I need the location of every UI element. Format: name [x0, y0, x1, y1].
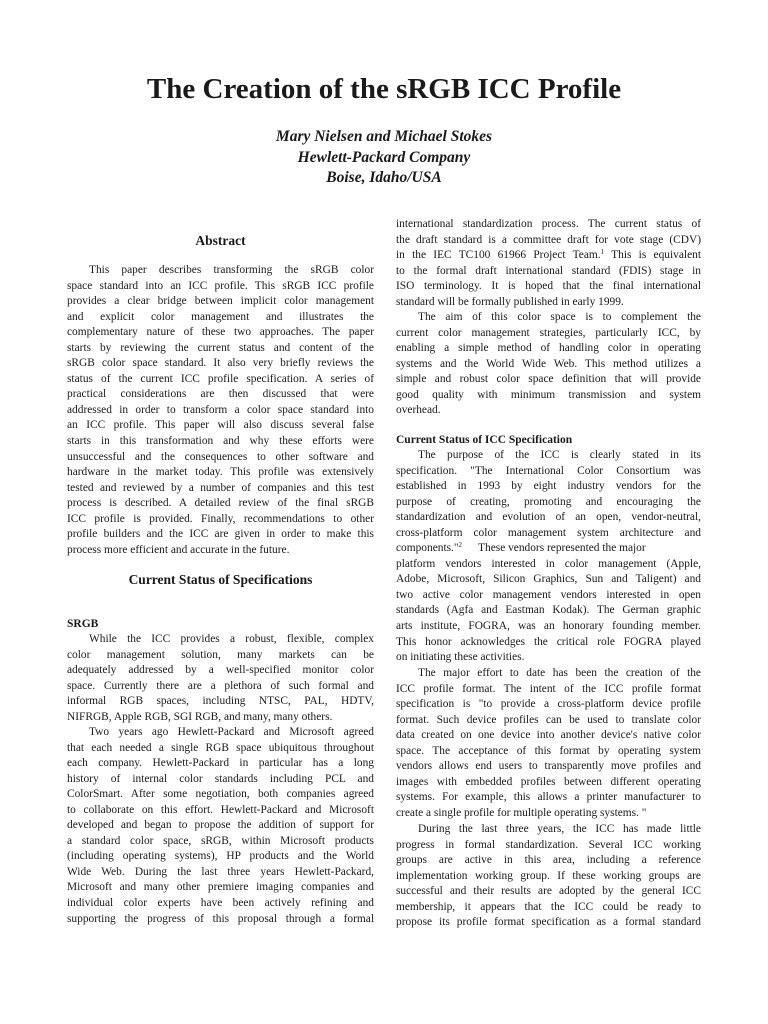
body-line: Wide Web. During the last three years Hewlett-Packard,	[67, 865, 374, 878]
standardization-continuation	[396, 217, 701, 310]
body-line: history of internal color standards including PCL and	[67, 772, 374, 785]
body-line: systems. For example, this allows a printer manufacturer to	[396, 791, 701, 804]
paper-title: The Creation of the sRGB ICC Profile	[146, 73, 622, 105]
specs-section-heading: Current Status of Specifications	[128, 572, 313, 587]
body-line-with-footnote	[396, 541, 701, 557]
body-line: the draft standard is a committee draft for vote stage (CDV)	[396, 233, 701, 246]
body-line-text: These vendors represented the major	[478, 542, 646, 555]
abstract-line: process is described. A detailed review of the final sRGB	[67, 497, 374, 510]
body-line: international standardization process. The current status of	[396, 218, 701, 230]
body-line: successful and their results are adopted by the general ICC	[396, 885, 701, 898]
body-line: During the last three years, the ICC has made little	[418, 823, 701, 835]
body-line: platform vendors interested in color management (Apple,	[396, 557, 701, 570]
body-line: space. Currently there are a plethora of such formal and	[67, 679, 374, 692]
body-line: The aim of this color space is to complement the	[418, 311, 701, 323]
body-line: a standard color space, sRGB, within Microsoft products	[67, 834, 374, 847]
body-line: ColorSmart. After some negotiation, both companies agreed	[67, 788, 374, 801]
body-line: ICC profile format. The intent of the ICC profile format	[396, 682, 701, 695]
body-line: specification is "to provide a cross-platform device profile	[396, 698, 701, 711]
abstract-line: process more efficient and accurate in the future.	[67, 543, 290, 556]
abstract-line: profile builders and the ICC are given in order to make this	[67, 528, 374, 541]
body-line: enabling a simple method of handling color in operating	[396, 342, 701, 355]
body-line: two active color management vendors interested in open	[396, 588, 701, 601]
body-line-text: in the IEC TC100 61966 Project Team.	[396, 249, 601, 262]
body-line: supporting the progress of this proposal through a formal	[67, 912, 374, 925]
abstract-line: an ICC profile. This paper will also discuss several false	[67, 419, 374, 432]
abstract-paragraph	[67, 263, 374, 558]
body-line: standardization and evolution of an open, vendor-neutral,	[396, 511, 701, 524]
body-line: NIFRGB, Apple RGB, SGI RGB, and many, many others.	[67, 710, 333, 723]
abstract-line: tested and reviewed by a number of companies and this test	[67, 481, 374, 494]
body-line: groups are active in this area, including a reference	[396, 854, 701, 867]
body-line: progress in formal standardization. Several ICC working	[396, 838, 701, 851]
abstract-line: provides a clear bridge between implicit color management	[67, 295, 374, 308]
abstract-line: practical considerations are then discussed that were	[67, 388, 374, 401]
icc-paragraph-3	[396, 822, 701, 931]
srgb-paragraph-2	[67, 725, 374, 927]
body-line: current color management strategies, particularly ICC, by	[396, 326, 701, 339]
body-line: standard will be formally published in early 1999.	[396, 295, 624, 308]
body-line: arts institute, FOGRA, was an honorary founding member.	[396, 620, 701, 633]
body-line: While the ICC provides a robust, flexible, complex	[89, 633, 374, 645]
body-line: established in 1993 by eight industry vendors for the	[396, 480, 701, 493]
abstract-line: and explicit color management and illustrates the	[67, 310, 374, 323]
body-line: create a single profile for multiple operating systems. "	[396, 806, 647, 819]
body-line: cross-platform color management system architecture and	[396, 526, 701, 539]
abstract-line: unsuccessful and the consequences to other software and	[67, 450, 374, 463]
body-line: implementation working group. If these working groups are	[396, 869, 701, 882]
body-line: systems and the World Wide Web. This method utilizes a	[396, 357, 701, 370]
srgb-paragraph-1	[67, 632, 374, 725]
body-line: adequately addressed by a well-specified monitor color	[67, 664, 374, 677]
body-line: This honor acknowledges the critical role FOGRA played	[396, 635, 701, 648]
abstract-line: starts by reviewing the current status and content of the	[67, 341, 374, 354]
abstract-line: This paper describes transforming the sRGB color	[89, 264, 374, 276]
body-line: standards (Agfa and Eastman Kodak). The German graphic	[396, 604, 701, 617]
body-line: membership, it appears that the ICC could be ready to	[396, 900, 701, 913]
body-line: that each needed a single RGB space ubiquitous throughout	[67, 741, 374, 754]
abstract-line: status of the current ICC profile specification. A series of	[67, 372, 374, 385]
body-line: format. Such device profiles can be used to translate color	[396, 713, 701, 726]
body-line: The purpose of the ICC is clearly stated in its	[418, 449, 701, 461]
abstract-line: space standard into an ICC profile. This sRGB ICC profile	[67, 279, 374, 292]
body-line: good quality with minimum transmission and system	[396, 388, 701, 401]
body-line: color management solution, many markets can be	[67, 648, 374, 661]
body-line: images with embedded profiles between different operating	[396, 775, 701, 788]
body-line: simple and robust color space definition that will provide	[396, 373, 701, 386]
author-names: Mary Nielsen and Michael Stokes	[275, 128, 493, 145]
body-line: to the formal draft international standard (FDIS) stage in	[396, 264, 701, 277]
body-line: data created on one device into another device's native color	[396, 729, 701, 742]
srgb-subheading: SRGB	[67, 618, 99, 630]
abstract-line: hardware in the market today. This profile was extensively	[67, 466, 374, 479]
body-line: informal RGB spaces, including NTSC, PAL, HDTV,	[67, 695, 374, 708]
author-block	[0, 127, 768, 189]
author-location: Boise, Idaho/USA	[326, 169, 442, 186]
icc-paragraph-2	[396, 666, 701, 821]
body-line: purpose of creating, promoting and encouraging the	[396, 495, 701, 508]
body-line: The major effort to date has been the creation of the	[418, 667, 701, 679]
body-line: on initiating these activities.	[396, 651, 525, 664]
body-line: ISO terminology. It is hoped that the final international	[396, 280, 701, 293]
icc-paragraph-1	[396, 448, 701, 666]
abstract-line: sRGB color space standard. It also very briefly reviews the	[67, 357, 374, 370]
body-line: Two years ago Hewlett-Packard and Microsoft agreed	[89, 726, 374, 738]
body-line: Adobe, Microsoft, Silicon Graphics, Sun and Taligent) and	[396, 573, 701, 586]
abstract-line: starts in this transformation and why these efforts were	[67, 435, 374, 448]
body-line: specification. "The International Color Consortium was	[396, 464, 701, 477]
aim-paragraph	[396, 310, 701, 419]
abstract-line: addressed in order to transform a color space standard into	[67, 403, 374, 416]
body-line: vendors allows end users to transparently move profiles and	[396, 760, 701, 773]
author-affiliation: Hewlett-Packard Company	[297, 148, 471, 166]
body-line: Microsoft and many other premiere imaging companies and	[67, 881, 374, 894]
body-line: individual color experts have been actively refining and	[67, 897, 374, 910]
body-line-text: components."	[396, 542, 459, 555]
body-line: developed and began to propose the addition of support for	[67, 819, 374, 832]
body-line: propose its profile format specification as a formal standard	[396, 916, 701, 929]
body-line: (including operating systems), HP products and the World	[67, 850, 374, 863]
body-line: to collaborate on this effort. Hewlett-Packard and Microsoft	[67, 803, 374, 816]
body-line-with-footnote	[396, 248, 701, 264]
body-line: each company. Hewlett-Packard in particular has a long	[67, 757, 374, 770]
footnote-marker: 2	[458, 541, 463, 550]
body-line: overhead.	[396, 404, 441, 417]
icc-subheading: Current Status of ICC Specification	[396, 434, 573, 446]
abstract-line: ICC profile is provided. Finally, recommendations to other	[67, 512, 374, 525]
body-line-text: This is equivalent	[604, 249, 701, 262]
body-line: space. The acceptance of this format by operating system	[396, 744, 701, 757]
abstract-heading: Abstract	[195, 233, 246, 248]
abstract-line: complementary nature of these two approaches. The paper	[67, 326, 374, 339]
footnote-marker: 1	[600, 248, 605, 257]
